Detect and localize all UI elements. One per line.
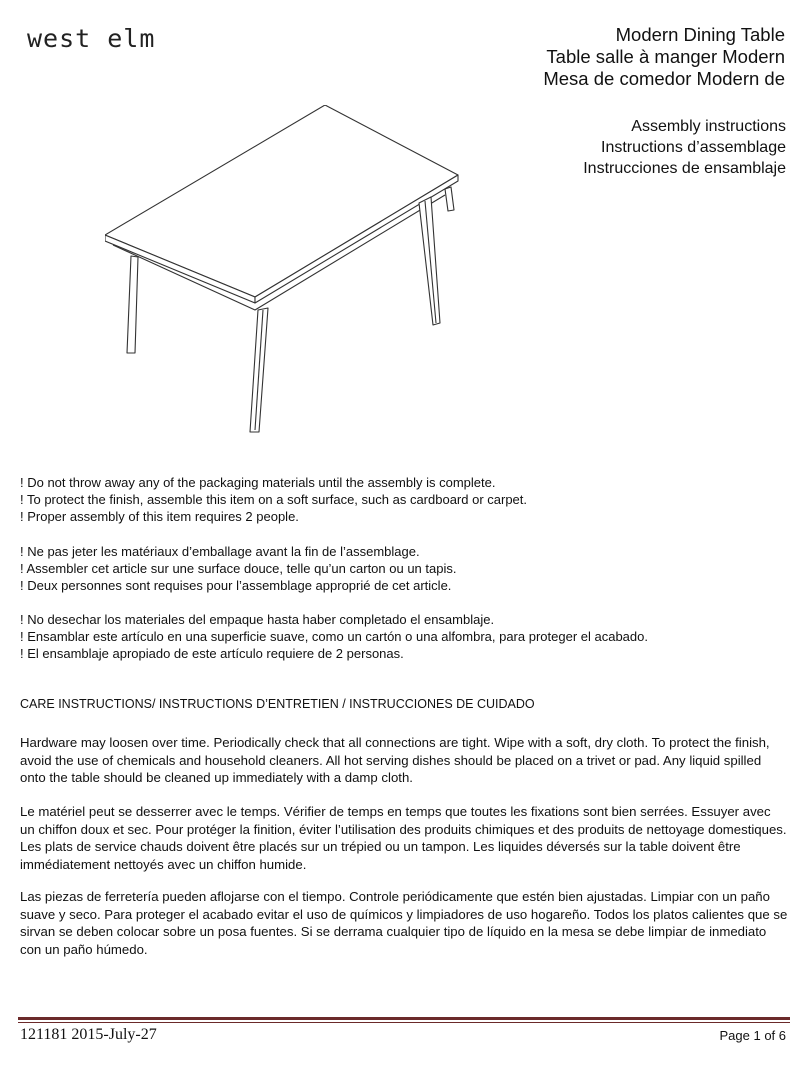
subtitle-es: Instrucciones de ensamblaje xyxy=(583,160,786,177)
warning-line: ! To protect the finish, assemble this item on a soft surface, such as cardboard or carpet. xyxy=(20,492,528,507)
care-heading: CARE INSTRUCTIONS/ INSTRUCTIONS D’ENTRETIEN / INSTRUCCIONES DE CUIDADO xyxy=(20,697,535,711)
title-es: Mesa de comedor Modern de xyxy=(543,68,785,89)
dining-table-illustration xyxy=(105,105,465,445)
product-titles xyxy=(543,24,785,90)
page-number: Page 1 of 6 xyxy=(719,1028,786,1043)
tabletop-top xyxy=(105,105,458,297)
leg-right xyxy=(419,197,440,325)
subtitle-en: Assembly instructions xyxy=(631,118,786,135)
document-id-date: 121181 2015-July-27 xyxy=(20,1026,157,1043)
warnings-spanish xyxy=(20,611,648,662)
warning-line: ! No desechar los materiales del empaque hasta haber completado el ensamblaje. xyxy=(20,612,495,627)
warning-line: ! El ensamblaje apropiado de este artículo requiere de 2 personas. xyxy=(20,646,404,661)
title-en: Modern Dining Table xyxy=(615,24,785,45)
footer-divider xyxy=(18,1017,790,1020)
document-subtitles xyxy=(583,116,786,179)
warning-line: ! Ne pas jeter les matériaux d’emballage avant la fin de l’assemblage. xyxy=(20,544,420,559)
care-text-english: Hardware may loosen over time. Periodically check that all connections are tight. Wipe with a soft, dry cloth. To protect the finish, avoid the use of chemicals and household cleaners. All hot serving dishes should be placed on a trivet or pad. Any liquid spilled onto the table should be cleaned up immediately with a damp cloth. xyxy=(20,735,770,785)
warning-line: ! Ensamblar este artículo en una superficie suave, como un cartón o una alfombra, para proteger el acabado. xyxy=(20,629,648,644)
warning-line: ! Do not throw away any of the packaging materials until the assembly is complete. xyxy=(20,475,496,490)
warning-line: ! Proper assembly of this item requires 2 people. xyxy=(20,509,299,524)
title-fr: Table salle à manger Modern xyxy=(546,46,785,67)
footer-divider-thin xyxy=(18,1022,790,1023)
warnings-english xyxy=(20,474,527,525)
care-text-french: Le matériel peut se desserrer avec le temps. Vérifier de temps en temps que toutes les fixations sont bien serrées. Essuyer avec un chiffon doux et sec. Pour protéger la finition, éviter l’utilisation des produits chimiques et des produits de nettoyage domestiques. Les plats de service chauds doivent être placés sur un trépied ou un tampon. Les liquides déversés sur la table doivent être immédiatement nettoyés avec un chiffon humide. xyxy=(20,804,787,872)
care-text-spanish: Las piezas de ferretería pueden aflojarse con el tiempo. Controle periódicamente que estén bien ajustadas. Limpiar con un paño suave y seco. Para proteger el acabado evitar el uso de químicos y limpiadores de uso hogareño. Todos los platos calientes que se sirvan se deben colocar sobre un posa fuentes. Si se derrama cualquier tipo de líquido en la mesa se debe limpiar de inmediato con un paño húmedo. xyxy=(20,889,788,957)
leg-left xyxy=(127,256,138,353)
brand-logo: west elm xyxy=(27,24,156,53)
warning-line: ! Assembler cet article sur une surface douce, telle qu’un carton ou un tapis. xyxy=(20,561,457,576)
subtitle-fr: Instructions d’assemblage xyxy=(601,139,786,156)
warning-line: ! Deux personnes sont requises pour l’assemblage approprié de cet article. xyxy=(20,578,452,593)
warnings-french xyxy=(20,543,456,594)
